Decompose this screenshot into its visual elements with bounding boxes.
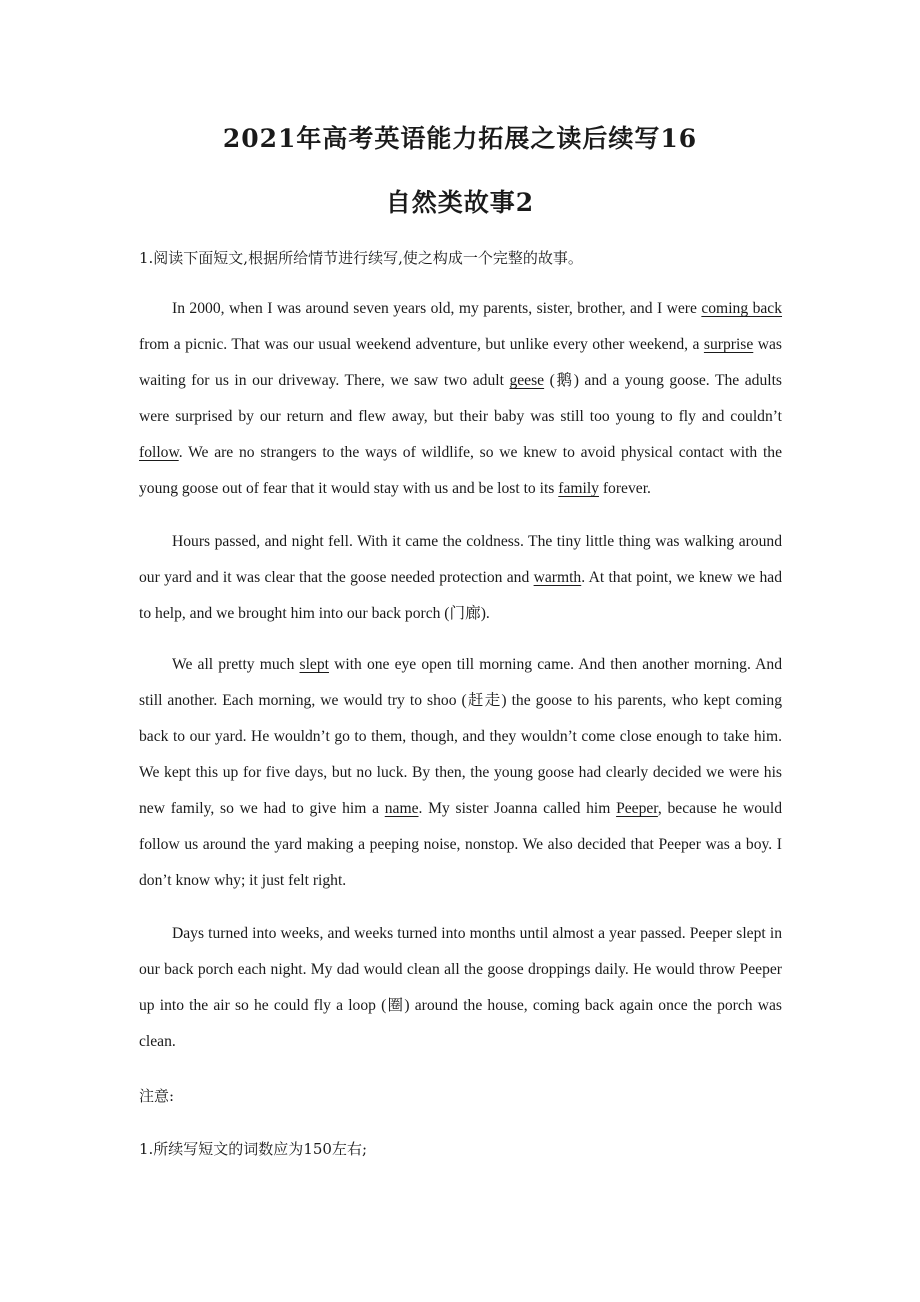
text-run: from a picnic. That was our usual weekend adventure, but unlike every other weekend, a (139, 336, 704, 353)
task-instruction: 1.阅读下面短文,根据所给情节进行续写,使之构成一个完整的故事。 (139, 249, 583, 267)
underlined-word: Peeper (616, 800, 658, 817)
text-run: forever. (598, 480, 651, 497)
text-run: (鹅) and a young goose. The adults were surprised by our return and flew away, but their baby was still too young to fly and couldn’t (139, 372, 782, 425)
story-paragraph-2 (139, 524, 782, 632)
underlined-word: geese (509, 372, 545, 389)
text-run: In 2000, when I was around seven years old, my parents, sister, brother, and I were (172, 300, 702, 317)
underlined-word: name (384, 800, 419, 817)
text-run: Days turned into weeks, and weeks turned into months until almost a year passed. Peeper slept in our back porch each night. My dad would clean all the goose droppings daily. He would throw Peeper up into the air so he could fly a loop (圈) around the house, coming back again once the porch was clean. (139, 925, 782, 1050)
notes-heading: 注意: (139, 1087, 175, 1105)
underlined-word: follow (139, 444, 179, 461)
text-run: Hours passed, and night fell. With it came the coldness. The tiny little thing was walking around our yard and it was clear that the goose needed protection and (139, 533, 782, 586)
notes-item-1: 1.所续写短文的词数应为150左右; (139, 1140, 367, 1158)
text-run: . We are no strangers to the ways of wildlife, so we knew to avoid physical contact with the young goose out of fear that it would stay with us and be lost to its (139, 444, 782, 497)
text-run: was waiting for us in our driveway. There, we saw two adult (139, 336, 782, 389)
text-run: with one eye open till morning came. And then another morning. And still another. Each morning, we would try to shoo (赶走) the goose to his parents, who kept coming back to our yard. He wouldn’t go to them, though, and they wouldn’t come close enough to take him. We kept this up for five days, but no luck. By then, the young goose had clearly decided we were his new family, so we had to give him a (139, 656, 782, 817)
document-subtitle: 自然类故事2 (385, 188, 535, 217)
story-paragraph-1 (139, 291, 782, 507)
underlined-word: warmth (533, 569, 582, 586)
document-title: 2021年高考英语能力拓展之读后续写16 (222, 124, 698, 153)
text-run: . At that point, we knew we had to help, and we brought him into our back porch (门廊). (139, 569, 782, 622)
underlined-word: family (558, 480, 599, 497)
underlined-word: surprise (703, 336, 754, 353)
text-run: . My sister Joanna called him (418, 800, 617, 817)
text-run: We all pretty much (172, 656, 300, 673)
underlined-word: coming back (701, 300, 783, 317)
text-run: , because he would follow us around the yard making a peeping noise, nonstop. We also decided that Peeper was a boy. I don’t know why; it just felt right. (139, 800, 782, 889)
underlined-word: slept (299, 656, 329, 673)
story-paragraph-3 (139, 647, 782, 899)
story-paragraph-4 (139, 916, 782, 1060)
